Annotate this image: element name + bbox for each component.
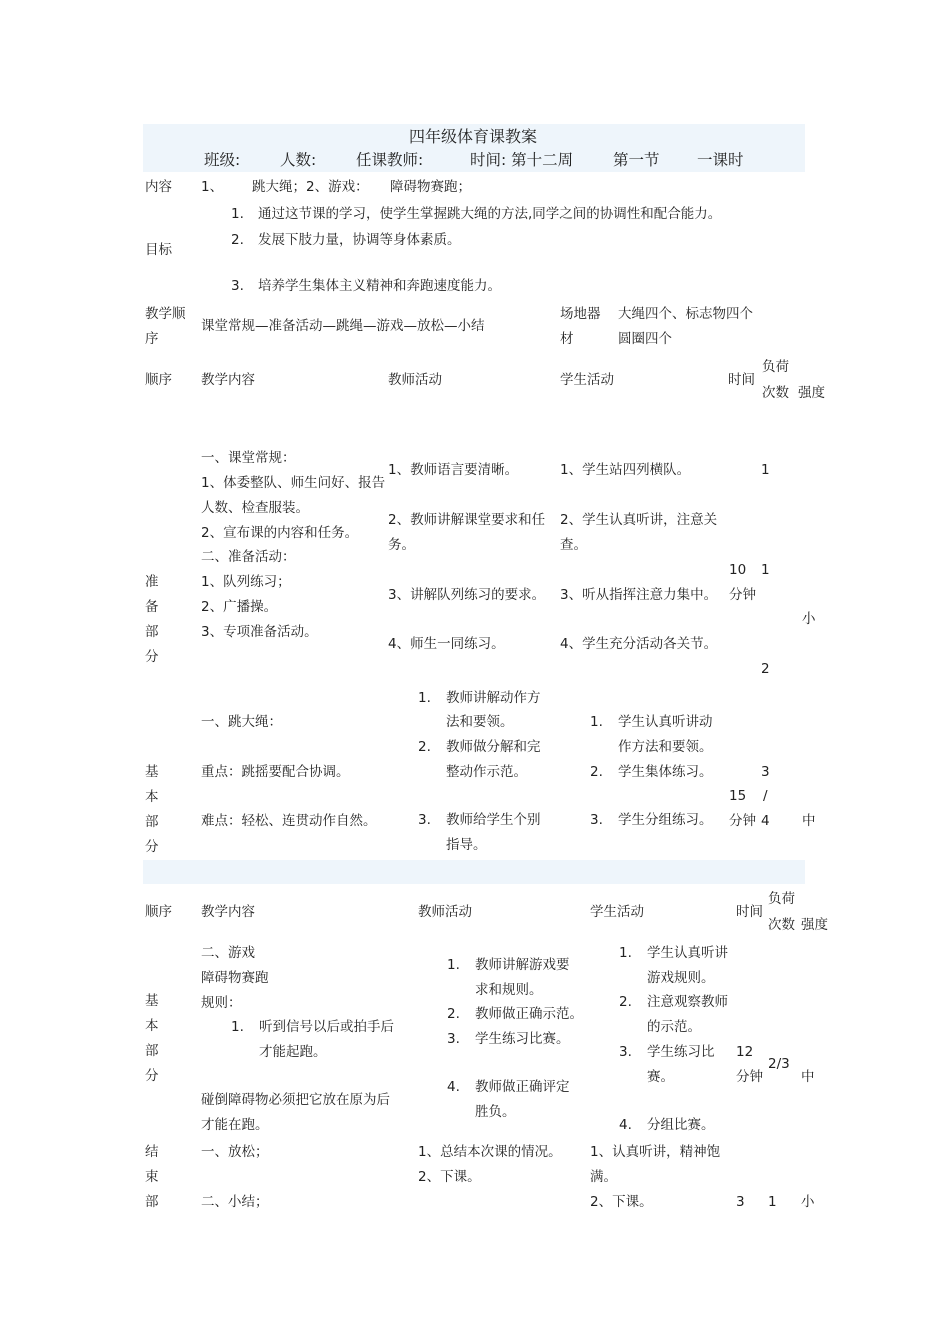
prep-teacher-line: 3、讲解队列练习的要求。 [388, 587, 546, 603]
basic2-teacher-line: 教师做正确评定 [475, 1079, 570, 1095]
basic2-count: 2/3 [768, 1056, 790, 1072]
basic1-teacher-line: 法和要领。 [446, 714, 514, 730]
prep-student-line: 4、学生充分活动各关节。 [560, 636, 718, 652]
header-time: 时间: 第十二周 [470, 151, 574, 169]
col-order: 顺序 [145, 904, 172, 920]
prep-content-line: 2、广播操。 [201, 599, 278, 615]
order-label: 教学顺 [145, 306, 186, 322]
basic2-student-line: 的示范。 [647, 1019, 701, 1035]
prep-teacher-line: 4、师生一同练习。 [388, 636, 505, 652]
col-student: 学生活动 [560, 372, 614, 388]
col-load: 次数 [762, 385, 789, 401]
basic1-content-line: 重点：跳摇要配合协调。 [201, 764, 350, 780]
end-student-line: 满。 [590, 1169, 617, 1185]
col-time: 时间 [728, 372, 755, 388]
basic1-label: 基本部分 [145, 764, 159, 855]
prep-content-line: 1、体委整队、师生问好、报告 [201, 475, 386, 491]
basic2-student-num: 3. [619, 1044, 632, 1060]
basic1-teacher-line: 教师做分解和完 [446, 739, 541, 755]
basic2-rule-line: 听到信号以后或拍手后 [259, 1019, 394, 1035]
col-order: 顺序 [145, 372, 172, 388]
basic2-content-line: 二、游戏 [201, 945, 255, 961]
prep-time-num: 10 [729, 562, 747, 578]
header-class: 班级: [204, 151, 241, 169]
basic2-intensity: 中 [801, 1069, 815, 1085]
content-text2: 障碍物赛跑； [390, 179, 471, 195]
basic1-intensity: 中 [802, 813, 816, 829]
prep-student-line: 2、学生认真听讲，注意关 [560, 512, 718, 528]
basic2-content-line: 碰倒障碍物必须把它放在原为后 [201, 1092, 390, 1108]
col-time: 时间 [736, 904, 763, 920]
prep-label: 准备部分 [145, 574, 159, 665]
prep-teacher-line: 1、教师语言要清晰。 [388, 462, 519, 478]
page-title: 四年级体育课教案 [409, 127, 538, 146]
col-load: 次数 [768, 917, 795, 933]
basic1-teacher-line: 教师给学生个别 [446, 812, 541, 828]
basic2-student-line: 注意观察教师 [647, 994, 728, 1010]
venue-label: 场地器 [560, 306, 601, 322]
end-student-line: 1、认真听讲，精神饱 [590, 1144, 721, 1160]
basic2-teacher-num: 4. [447, 1079, 460, 1095]
basic2-content-line: 规则： [201, 995, 242, 1011]
end-student-line: 2、下课。 [590, 1194, 653, 1210]
prep-teacher-line: 务。 [388, 537, 415, 553]
prep-intensity: 小 [802, 611, 816, 627]
header-period: 一课时 [697, 151, 744, 169]
basic2-student-line: 学生认真听讲 [647, 945, 728, 961]
goals-label: 目标 [145, 242, 172, 258]
basic2-student-line: 学生练习比 [647, 1044, 715, 1060]
equipment-text: 大绳四个、标志物四个 [618, 306, 753, 322]
col-teacher: 教师活动 [388, 372, 442, 388]
prep-count: 2 [761, 661, 770, 677]
end-content-line: 一、放松； [201, 1144, 269, 1160]
basic2-teacher-line: 求和规则。 [475, 982, 543, 998]
basic1-student-line: 学生分组练习。 [618, 812, 713, 828]
goal-text: 通过这节课的学习，使学生掌握跳大绳的方法,同学之间的协调性和配合能力。 [258, 206, 722, 222]
goal-num: 1. [231, 206, 244, 222]
prep-student-line: 3、听从指挥注意力集中。 [560, 587, 718, 603]
end-teacher-line: 1、总结本次课的情况。 [418, 1144, 562, 1160]
col-intensity: 强度 [798, 385, 825, 401]
header-teacher: 任课教师: [356, 151, 424, 169]
basic2-content-line: 才能在跑。 [201, 1117, 269, 1133]
prep-content-line: 3、专项准备活动。 [201, 624, 318, 640]
basic1-count: 3 [761, 764, 770, 780]
basic1-content-line: 一、跳大绳： [201, 714, 282, 730]
basic2-student-line: 游戏规则。 [647, 970, 715, 986]
basic2-teacher-num: 2. [447, 1006, 460, 1022]
col-student: 学生活动 [590, 904, 644, 920]
basic1-teacher-line: 指导。 [446, 837, 487, 853]
basic1-student-num: 3. [590, 812, 603, 828]
prep-count: 1 [761, 562, 770, 578]
col-load: 负荷 [768, 891, 795, 907]
basic2-rule-line: 才能起跑。 [259, 1044, 327, 1060]
basic2-rule-num: 1. [231, 1019, 244, 1035]
end-label: 结束部 [145, 1144, 159, 1210]
content-text: 跳大绳；2、游戏： [252, 179, 369, 195]
col-content: 教学内容 [201, 904, 255, 920]
end-count: 1 [768, 1194, 777, 1210]
prep-content-line: 1、队列练习； [201, 574, 291, 590]
page-separator-band [143, 860, 805, 884]
goal-text: 发展下肢力量，协调等身体素质。 [258, 232, 461, 248]
goal-text: 培养学生集体主义精神和奔跑速度能力。 [258, 278, 501, 294]
basic1-student-num: 2. [590, 764, 603, 780]
basic1-teacher-num: 2. [418, 739, 431, 755]
basic2-student-num: 1. [619, 945, 632, 961]
basic1-student-line: 学生认真听讲动 [618, 714, 713, 730]
basic1-teacher-num: 1. [418, 690, 431, 706]
basic1-student-num: 1. [590, 714, 603, 730]
basic1-time-num: 15 [729, 788, 747, 804]
goal-num: 3. [231, 278, 244, 294]
goal-num: 2. [231, 232, 244, 248]
order-text: 课堂常规—准备活动—跳绳—游戏—放松—小结 [201, 318, 485, 334]
basic1-student-line: 学生集体练习。 [618, 764, 713, 780]
basic2-student-line: 赛。 [647, 1069, 674, 1085]
basic2-teacher-line: 胜负。 [475, 1104, 516, 1120]
basic1-time-unit: 分钟 [729, 813, 756, 829]
basic1-teacher-line: 整动作示范。 [446, 764, 527, 780]
basic2-teacher-line: 教师做正确示范。 [475, 1006, 583, 1022]
basic1-teacher-line: 教师讲解动作方 [446, 690, 541, 706]
prep-student-line: 1、学生站四列横队。 [560, 462, 691, 478]
basic2-teacher-line: 教师讲解游戏要 [475, 957, 570, 973]
order-label: 序 [145, 331, 159, 347]
basic2-label: 基本部分 [145, 993, 159, 1084]
prep-count: 1 [761, 462, 770, 478]
end-intensity: 小 [801, 1194, 815, 1210]
prep-content-line: 2、宣布课的内容和任务。 [201, 525, 359, 541]
end-time: 3 [736, 1194, 745, 1210]
basic2-student-num: 4. [619, 1117, 632, 1133]
basic2-teacher-num: 3. [447, 1031, 460, 1047]
prep-content-line: 人数、检查服装。 [201, 500, 309, 516]
basic2-student-num: 2. [619, 994, 632, 1010]
basic2-teacher-num: 1. [447, 957, 460, 973]
basic1-student-line: 作方法和要领。 [618, 739, 713, 755]
end-teacher-line: 2、下课。 [418, 1169, 481, 1185]
prep-teacher-line: 2、教师讲解课堂要求和任 [388, 512, 546, 528]
basic1-count: 4 [761, 813, 770, 829]
basic1-count: / [763, 788, 768, 804]
col-teacher: 教师活动 [418, 904, 472, 920]
col-content: 教学内容 [201, 372, 255, 388]
prep-content-line: 二、准备活动： [201, 549, 296, 565]
col-load: 负荷 [762, 359, 789, 375]
basic2-content-line: 障碍物赛跑 [201, 970, 269, 986]
basic1-content-line: 难点：轻松、连贯动作自然。 [201, 813, 377, 829]
basic2-time-unit: 分钟 [736, 1069, 763, 1085]
prep-time-unit: 分钟 [729, 587, 756, 603]
basic1-teacher-num: 3. [418, 812, 431, 828]
col-intensity: 强度 [801, 917, 828, 933]
content-label: 内容 [145, 179, 172, 195]
prep-student-line: 查。 [560, 537, 587, 553]
prep-content-line: 一、课堂常规： [201, 450, 296, 466]
header-count: 人数: [280, 151, 317, 169]
header-section: 第一节 [613, 151, 660, 169]
basic2-time-num: 12 [736, 1044, 754, 1060]
basic2-teacher-line: 学生练习比赛。 [475, 1031, 570, 1047]
basic2-student-line: 分组比赛。 [647, 1117, 715, 1133]
content-num: 1、 [201, 179, 224, 195]
venue-label: 材 [560, 331, 574, 347]
end-content-line: 二、小结； [201, 1194, 269, 1210]
equipment-text: 圆圈四个 [618, 331, 672, 347]
